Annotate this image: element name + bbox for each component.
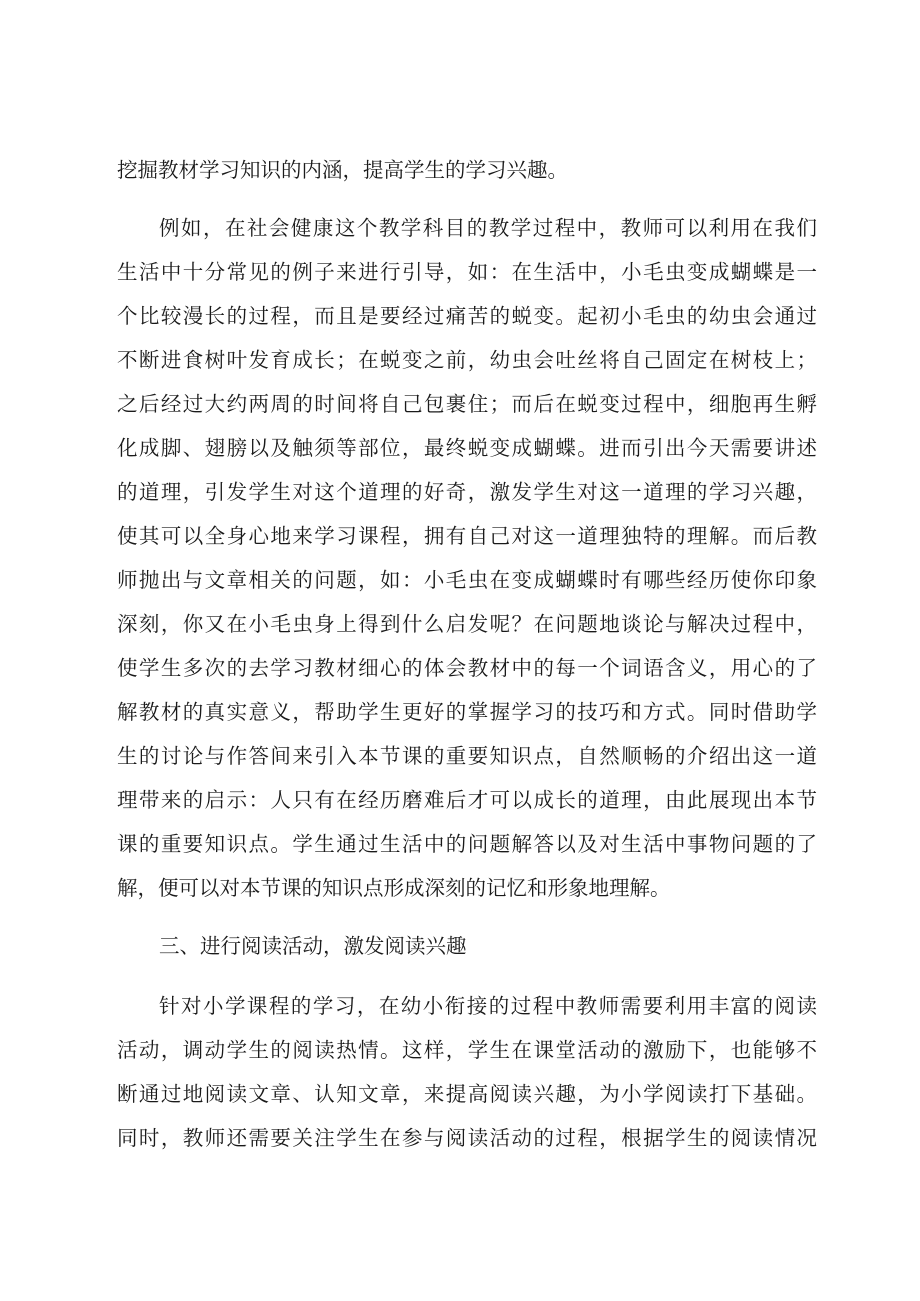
- paragraph-line: 使学生多次的去学习教材细心的体会教材中的每一个词语含义，用心的了: [117, 656, 817, 680]
- section-heading: 三、进行阅读活动，激发阅读兴趣: [159, 934, 467, 958]
- paragraph-line: 深刻，你又在小毛虫身上得到什么启发呢？在问题地谈论与解决过程中，: [117, 612, 817, 636]
- paragraph-line: 解教材的真实意义，帮助学生更好的掌握学习的技巧和方式。同时借助学: [117, 700, 817, 724]
- paragraph-line: 生活中十分常见的例子来进行引导，如：在生活中，小毛虫变成蝴蝶是一: [117, 260, 817, 284]
- paragraph-line: 理带来的启示：人只有在经历磨难后才可以成长的道理，由此展现出本节: [117, 788, 817, 812]
- paragraph-line: 同时，教师还需要关注学生在参与阅读活动的过程，根据学生的阅读情况: [117, 1126, 817, 1150]
- paragraph-line: 不断进食树叶发育成长；在蜕变之前，幼虫会吐丝将自己固定在树枝上；: [117, 348, 817, 372]
- paragraph-line: 的道理，引发学生对这个道理的好奇，激发学生对这一道理的学习兴趣，: [117, 480, 817, 504]
- paragraph-line: 化成脚、翅膀以及触须等部位，最终蜕变成蝴蝶。进而引出今天需要讲述: [117, 436, 817, 460]
- paragraph-line: 解，便可以对本节课的知识点形成深刻的记忆和形象地理解。: [117, 876, 671, 900]
- paragraph-line: 挖掘教材学习知识的内涵，提高学生的学习兴趣。: [117, 158, 568, 182]
- paragraph-line: 使其可以全身心地来学习课程，拥有自己对这一道理独特的理解。而后教: [117, 524, 817, 548]
- paragraph-line: 之后经过大约两周的时间将自己包裹住；而后在蜕变过程中，细胞再生孵: [117, 392, 817, 416]
- paragraph-line: 课的重要知识点。学生通过生活中的问题解答以及对生活中事物问题的了: [117, 832, 817, 856]
- paragraph-line: 师抛出与文章相关的问题，如：小毛虫在变成蝴蝶时有哪些经历使你印象: [117, 568, 817, 592]
- paragraph-line: 断通过地阅读文章、认知文章，来提高阅读兴趣，为小学阅读打下基础。: [117, 1082, 817, 1106]
- paragraph-line: 生的讨论与作答间来引入本节课的重要知识点，自然顺畅的介绍出这一道: [117, 744, 817, 768]
- paragraph-line: 活动，调动学生的阅读热情。这样，学生在课堂活动的激励下，也能够不: [117, 1038, 817, 1062]
- paragraph-line: 针对小学课程的学习，在幼小衔接的过程中教师需要利用丰富的阅读: [159, 994, 817, 1018]
- paragraph-line: 个比较漫长的过程，而且是要经过痛苦的蜕变。起初小毛虫的幼虫会通过: [117, 304, 817, 328]
- paragraph-line: 例如，在社会健康这个教学科目的教学过程中，教师可以利用在我们: [159, 216, 817, 240]
